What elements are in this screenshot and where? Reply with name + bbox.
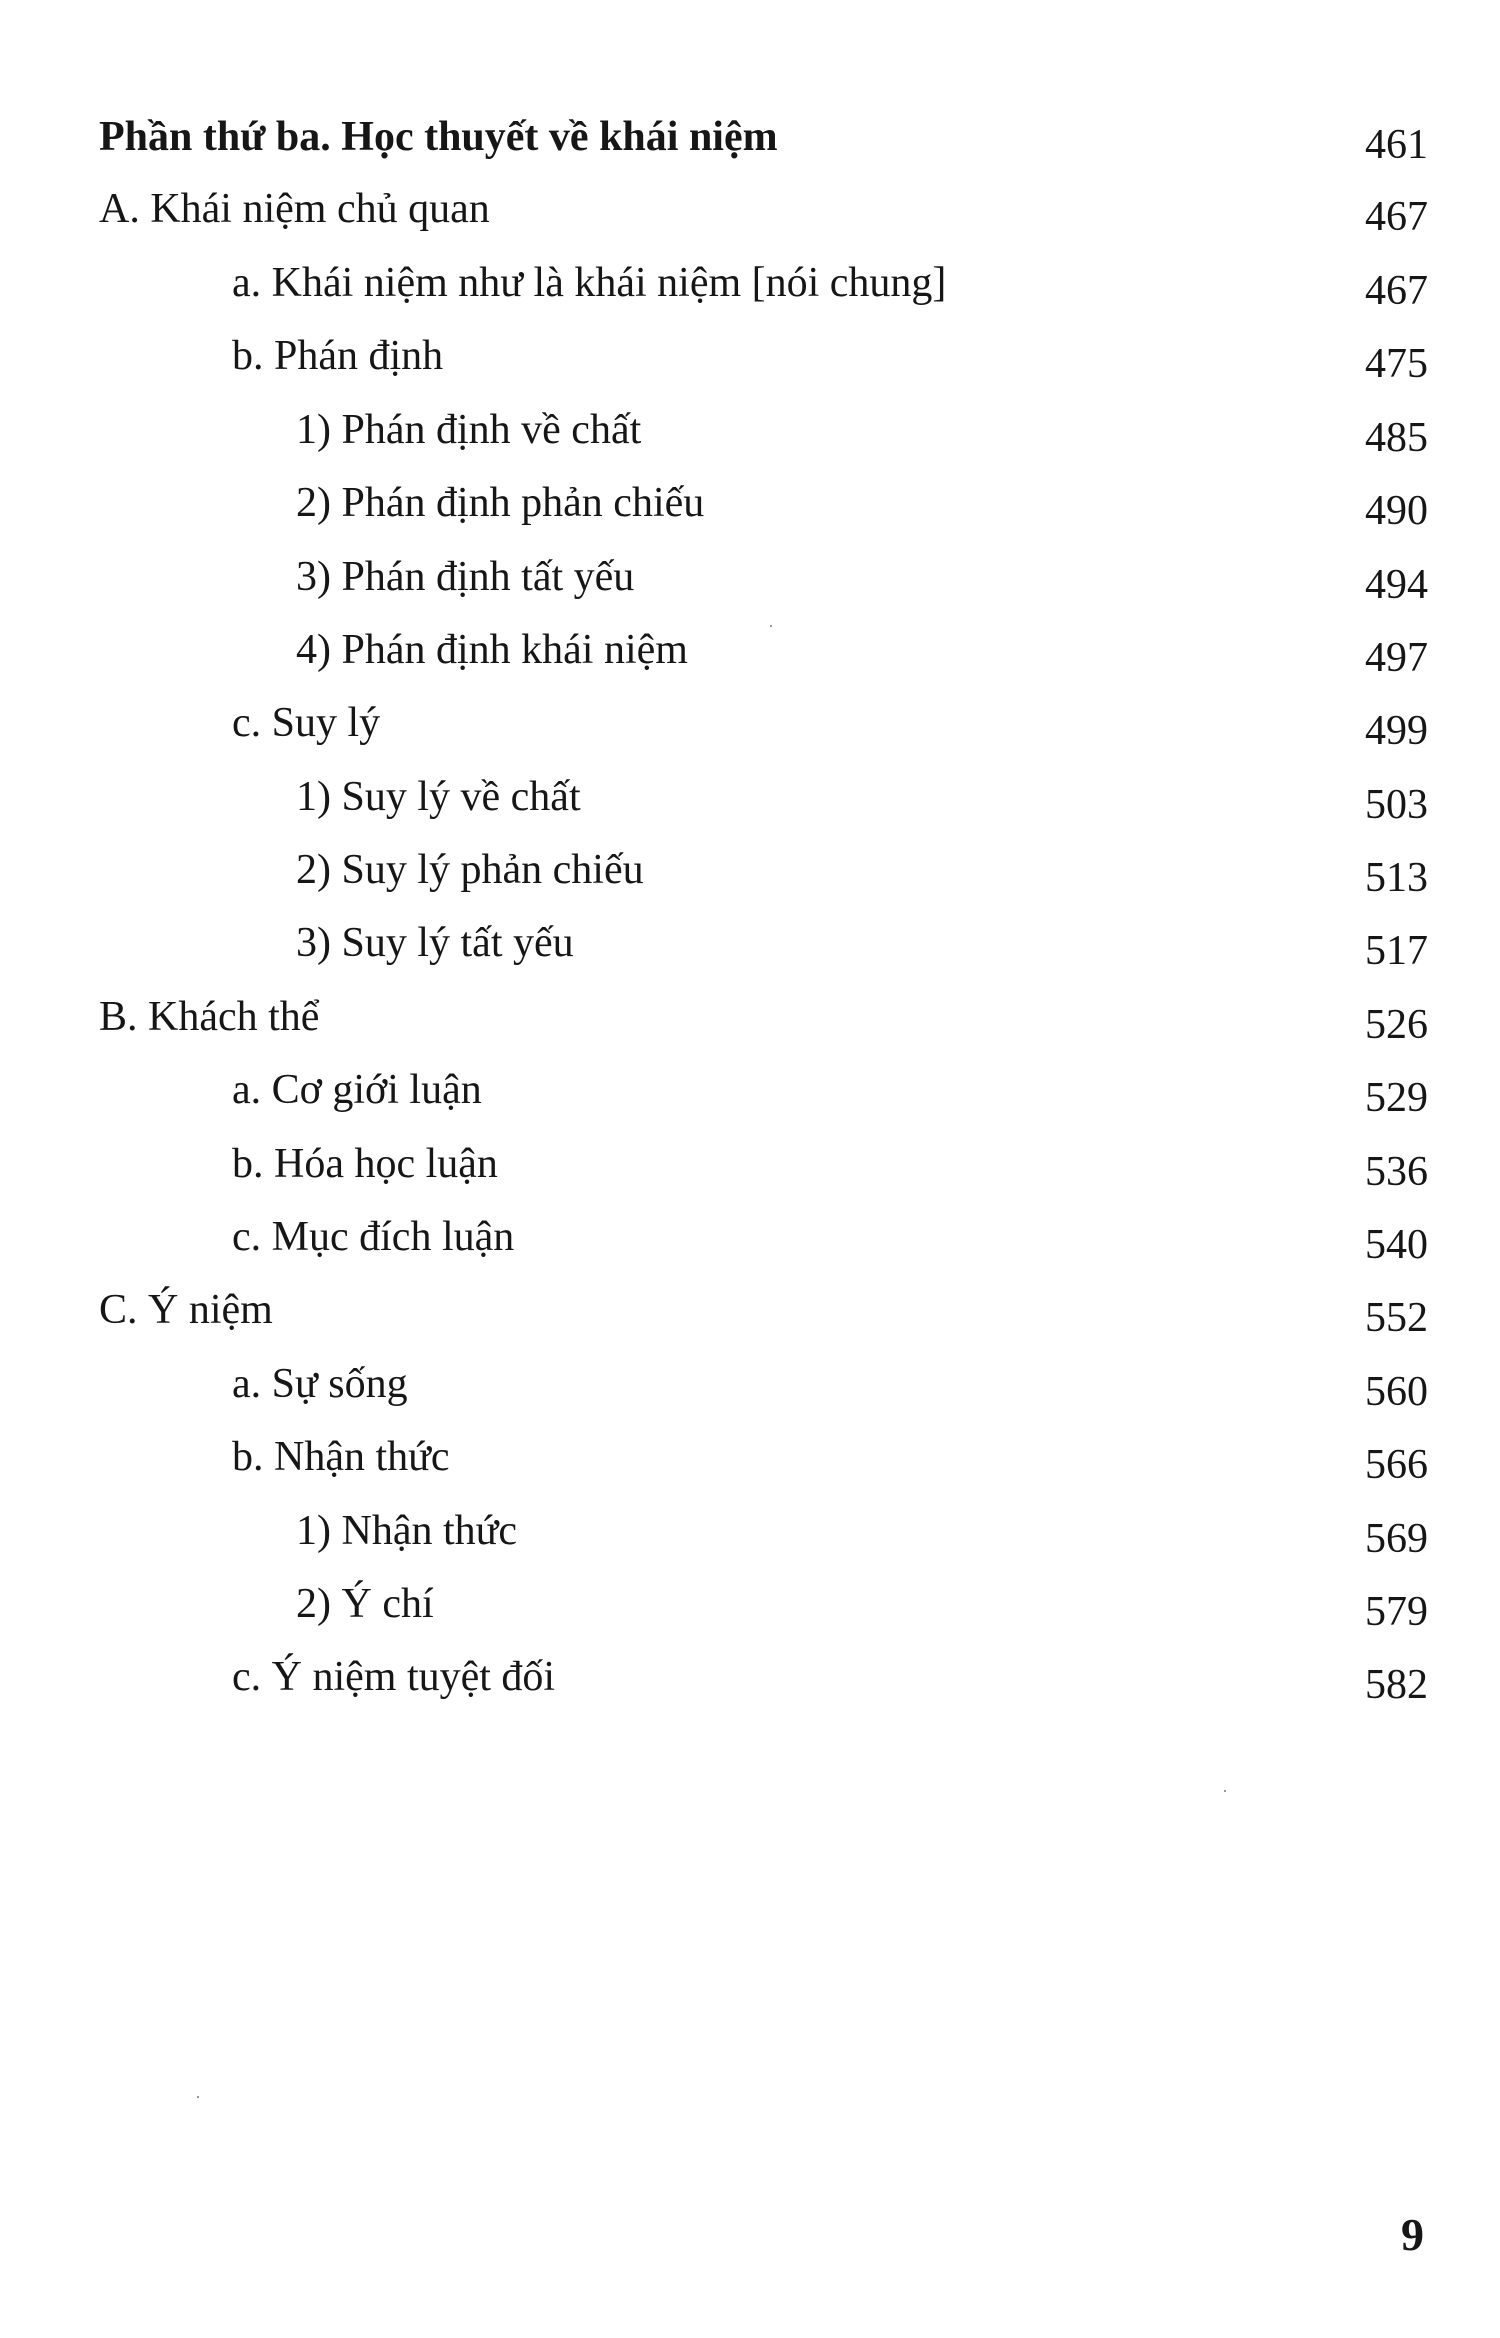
toc-entry-page: 503 [1365, 782, 1428, 828]
toc-entry-title: c. Ý niệm tuyệt đối [232, 1654, 556, 1700]
toc-entry [0, 1567, 1500, 1641]
toc-entry-title: 4) Phán định khái niệm [296, 627, 688, 673]
toc-entry-page: 485 [1365, 415, 1428, 461]
toc-entry-page: 582 [1365, 1662, 1428, 1708]
toc-entry-title: 1) Suy lý về chất [296, 774, 581, 820]
toc-entry-title: B. Khách thể [99, 994, 320, 1040]
toc-entry-page: 499 [1365, 708, 1428, 754]
toc-entry-title: C. Ý niệm [99, 1287, 273, 1333]
toc-entry [0, 540, 1500, 614]
toc-entry-page: 566 [1365, 1442, 1428, 1488]
toc-entry-title: a. Sự sống [232, 1361, 408, 1407]
toc-entry [0, 1200, 1500, 1274]
toc-entry [0, 1640, 1500, 1714]
toc-entry-title: 2) Ý chí [296, 1581, 434, 1627]
toc-entry-title: 2) Phán định phản chiếu [296, 480, 705, 526]
toc-entry-page: 526 [1365, 1002, 1428, 1048]
toc-entry-title: a. Cơ giới luận [232, 1067, 482, 1113]
toc-entry [0, 760, 1500, 834]
toc-entry-page: 560 [1365, 1369, 1428, 1415]
toc-entry-title: c. Suy lý [232, 700, 381, 746]
toc-entry-page: 517 [1365, 928, 1428, 974]
toc-entry-title: A. Khái niệm chủ quan [99, 186, 490, 232]
toc-entry-page: 536 [1365, 1149, 1428, 1195]
toc-entry [0, 1127, 1500, 1201]
toc-entry [0, 833, 1500, 907]
toc-entry-page: 467 [1365, 194, 1428, 240]
toc-entry-title: 2) Suy lý phản chiếu [296, 847, 644, 893]
toc-entry [0, 980, 1500, 1054]
toc-entry-title: 3) Phán định tất yếu [296, 554, 635, 600]
toc-entry [0, 319, 1500, 393]
toc-entry-page: 475 [1365, 341, 1428, 387]
toc-entry-page: 467 [1365, 268, 1428, 314]
toc-entry-page: 529 [1365, 1075, 1428, 1121]
toc-entry-page: 494 [1365, 562, 1428, 608]
toc-entry-title: Phần thứ ba. Học thuyết về khái niệm [99, 114, 778, 160]
toc-entry-title: 3) Suy lý tất yếu [296, 920, 574, 966]
toc-entry [0, 1273, 1500, 1347]
toc-entry-page: 540 [1365, 1222, 1428, 1268]
toc-entry-page: 579 [1365, 1589, 1428, 1635]
toc-entry-page: 569 [1365, 1516, 1428, 1562]
toc-entry-page: 513 [1365, 855, 1428, 901]
scan-speck [1224, 1790, 1226, 1792]
toc-entry [0, 613, 1500, 687]
toc-entry [0, 906, 1500, 980]
page-number: 9 [1401, 2209, 1424, 2260]
toc-entry-page: 490 [1365, 488, 1428, 534]
toc-entry-title: b. Nhận thức [232, 1434, 450, 1480]
toc-entry [0, 1053, 1500, 1127]
toc-entry-part-three [0, 100, 1500, 174]
toc-entry [0, 172, 1500, 246]
toc-entry-title: 1) Nhận thức [296, 1508, 518, 1554]
toc-entry [0, 1420, 1500, 1494]
toc-entry-page: 497 [1365, 635, 1428, 681]
toc-entry-title: a. Khái niệm như là khái niệm [nói chung] [232, 260, 947, 306]
toc-entry [0, 393, 1500, 467]
toc-entry [0, 686, 1500, 760]
toc-entry-page: 461 [1365, 122, 1428, 168]
scan-speck [197, 2096, 199, 2098]
toc-entry [0, 1347, 1500, 1421]
toc-entry [0, 1494, 1500, 1568]
toc-entry-title: 1) Phán định về chất [296, 407, 642, 453]
toc-entry [0, 246, 1500, 320]
toc-entry [0, 466, 1500, 540]
toc-entry-title: c. Mục đích luận [232, 1214, 515, 1260]
toc-entry-page: 552 [1365, 1295, 1428, 1341]
toc-entry-title: b. Hóa học luận [232, 1141, 498, 1187]
scan-speck [770, 625, 772, 627]
toc-entry-title: b. Phán định [232, 333, 444, 379]
